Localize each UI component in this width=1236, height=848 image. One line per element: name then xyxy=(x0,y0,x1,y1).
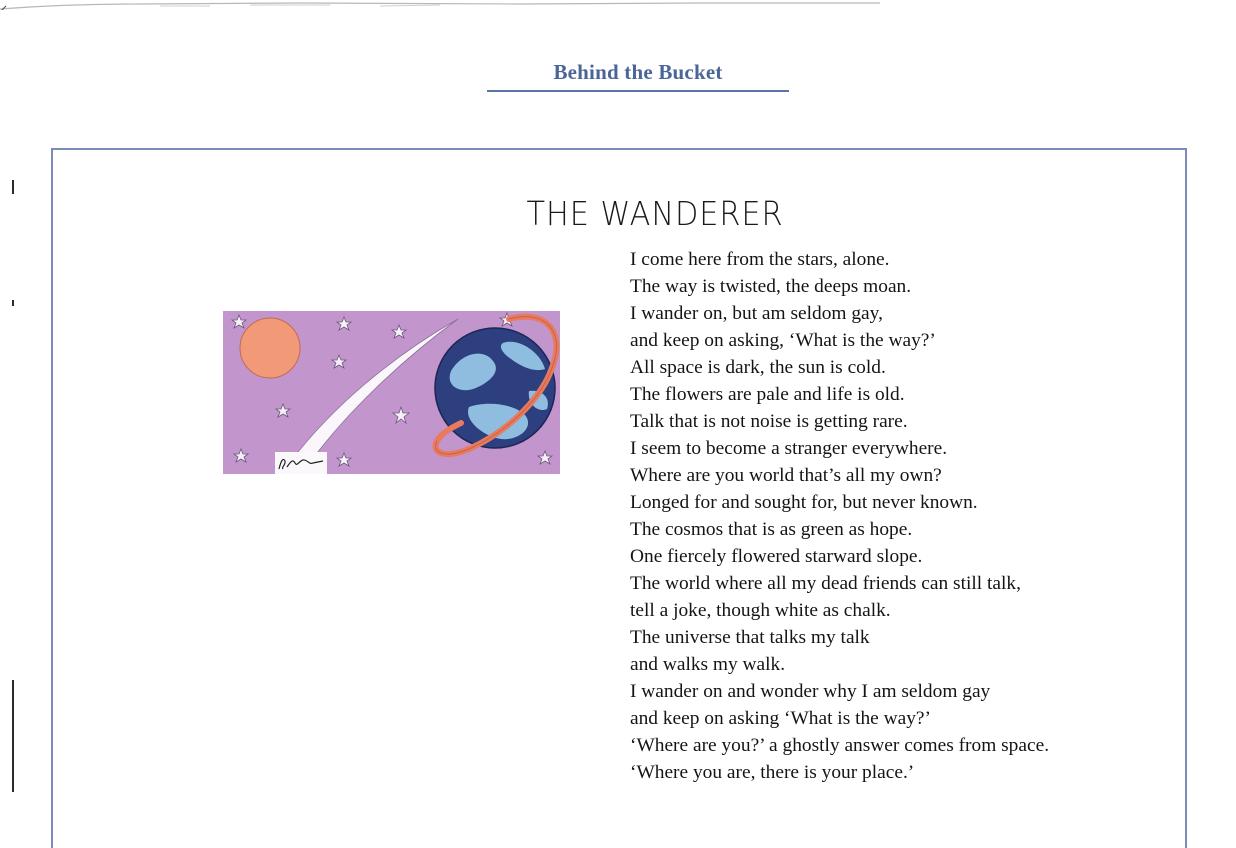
poem-line: I come here from the stars, alone. xyxy=(630,249,890,270)
poem-line: Talk that is not noise is getting rare. xyxy=(630,411,908,432)
poem-body xyxy=(630,246,1049,786)
scan-streak xyxy=(0,0,880,10)
poem-line: I wander on and wonder why I am seldom gay xyxy=(630,681,991,702)
poem-line: The way is twisted, the deeps moan. xyxy=(630,276,912,297)
poem-line: Where are you world that’s all my own? xyxy=(630,465,942,486)
scan-edge-mark xyxy=(12,300,14,306)
poem-title: THE WANDERER xyxy=(526,194,784,233)
title-underline xyxy=(487,90,789,92)
poem-line: All space is dark, the sun is cold. xyxy=(630,357,886,378)
poem-line: I seem to become a stranger everywhere. xyxy=(630,438,948,459)
poem-line: The cosmos that is as green as hope. xyxy=(630,519,913,540)
poem-line: ‘Where you are, there is your place.’ xyxy=(630,762,915,783)
poem-line: and walks my walk. xyxy=(630,654,786,675)
section-title: Behind the Bucket xyxy=(553,60,723,84)
poem-line: Longed for and sought for, but never known. xyxy=(630,492,978,513)
poem-line: and keep on asking, ‘What is the way?’ xyxy=(630,330,936,351)
space-illustration xyxy=(223,311,560,474)
poem-line: ‘Where are you?’ a ghostly answer comes from space. xyxy=(630,735,1050,756)
poem-line: I wander on, but am seldom gay, xyxy=(630,303,883,324)
poem-line: One fiercely flowered starward slope. xyxy=(630,546,923,567)
sun-icon xyxy=(240,318,300,378)
poem-line: tell a joke, though white as chalk. xyxy=(630,600,891,621)
scan-edge-mark xyxy=(12,180,14,194)
poem-line: and keep on asking ‘What is the way?’ xyxy=(630,708,931,729)
poem-line: The flowers are pale and life is old. xyxy=(630,384,905,405)
poem-line: The world where all my dead friends can still talk, xyxy=(630,573,1021,594)
scan-edge-mark xyxy=(12,680,14,792)
poem-line: The universe that talks my talk xyxy=(630,627,870,648)
